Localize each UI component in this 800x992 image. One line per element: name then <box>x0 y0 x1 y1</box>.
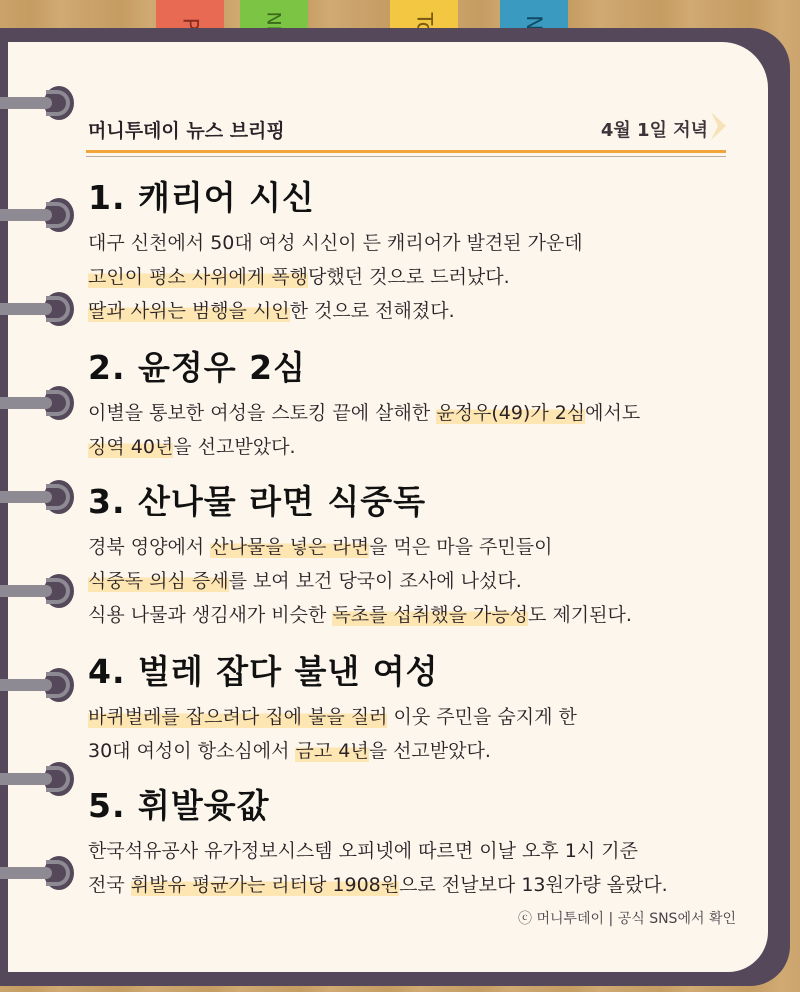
binder-ring <box>0 480 76 514</box>
body-text: 식용 나물과 생김새가 비슷한 <box>88 604 333 626</box>
highlighted-text: 윤정우(49)가 2심 <box>436 402 586 424</box>
body-text: 을 먹은 마을 주민들이 <box>369 536 553 558</box>
body-text: 을 선고받았다. <box>173 436 296 458</box>
news-item <box>88 346 728 464</box>
sparkle-icon <box>708 112 728 142</box>
body-text: 이웃 주민을 숨지게 한 <box>387 706 577 728</box>
binder-ring <box>0 668 76 702</box>
highlighted-text: 휘발유 평균가는 리터당 1908원 <box>130 874 400 896</box>
body-text: 한 것으로 전해졌다. <box>289 300 455 322</box>
body-text: 당했던 것으로 드러났다. <box>308 266 510 288</box>
highlighted-text: 식중독 의심 증세 <box>88 570 229 592</box>
body-text: 이별을 통보한 여성을 스토킹 끝에 살해한 <box>88 402 437 424</box>
highlighted-text: 금고 4년 <box>295 740 369 762</box>
header-divider-thin <box>86 156 726 157</box>
body-text: 대구 신천에서 50대 여성 시신이 든 캐리어가 발견된 가운데 <box>88 232 583 254</box>
news-line <box>88 430 728 464</box>
body-text: 으로 전날보다 13원가량 올랐다. <box>399 874 668 896</box>
highlighted-text: 산나물을 넣은 라면 <box>210 536 370 558</box>
news-headline: 4. 벌레 잡다 불낸 여성 <box>88 652 439 691</box>
news-line <box>88 868 728 902</box>
briefing-date: 4월 1일 저녁 <box>600 120 708 141</box>
news-line <box>88 260 728 294</box>
news-line <box>88 226 728 260</box>
header-divider <box>86 150 726 153</box>
news-headline: 5. 휘발윳값 <box>88 786 270 825</box>
page-title: 머니투데이 뉴스 브리핑 <box>88 120 285 142</box>
news-item <box>88 480 728 632</box>
binder-ring <box>0 386 76 420</box>
body-text: 에서도 <box>585 402 641 424</box>
highlighted-text: 딸과 사위는 범행을 시인 <box>88 300 290 322</box>
highlighted-text: 징역 40년 <box>88 436 174 458</box>
binder-ring <box>0 198 76 232</box>
news-line <box>88 734 728 768</box>
news-headline: 2. 윤정우 2심 <box>88 348 306 387</box>
news-line <box>88 834 728 868</box>
body-text: 을 선고받았다. <box>368 740 491 762</box>
news-line <box>88 294 728 328</box>
highlighted-text: 고인이 평소 사위에게 폭행 <box>88 266 309 288</box>
news-line <box>88 396 728 430</box>
news-item <box>88 650 728 768</box>
binder-ring <box>0 292 76 326</box>
binder-ring <box>0 574 76 608</box>
news-headline: 1. 캐리어 시신 <box>88 178 315 217</box>
body-text: 경북 영양에서 <box>88 536 211 558</box>
news-line <box>88 700 728 734</box>
binder-ring <box>0 86 76 120</box>
body-text: 도 제기된다. <box>528 604 632 626</box>
binder-ring <box>0 856 76 890</box>
news-line <box>88 530 728 564</box>
news-line <box>88 564 728 598</box>
body-text: 전국 <box>88 874 131 896</box>
body-text: 를 보여 보건 당국이 조사에 나섰다. <box>228 570 522 592</box>
news-item <box>88 784 728 902</box>
body-text: 30대 여성이 항소심에서 <box>88 740 296 762</box>
news-item <box>88 176 728 328</box>
body-text: 한국석유공사 유가정보시스템 오피넷에 따르면 이날 오후 1시 기준 <box>88 840 638 862</box>
binder-ring <box>0 762 76 796</box>
highlighted-text: 독초를 섭취했을 가능성 <box>332 604 529 626</box>
news-line <box>88 598 728 632</box>
news-headline: 3. 산나물 라면 식중독 <box>88 482 426 521</box>
highlighted-text: 바퀴벌레를 잡으려다 집에 불을 질러 <box>88 706 388 728</box>
copyright-credit: ⓒ 머니투데이 | 공식 SNS에서 확인 <box>518 911 736 927</box>
